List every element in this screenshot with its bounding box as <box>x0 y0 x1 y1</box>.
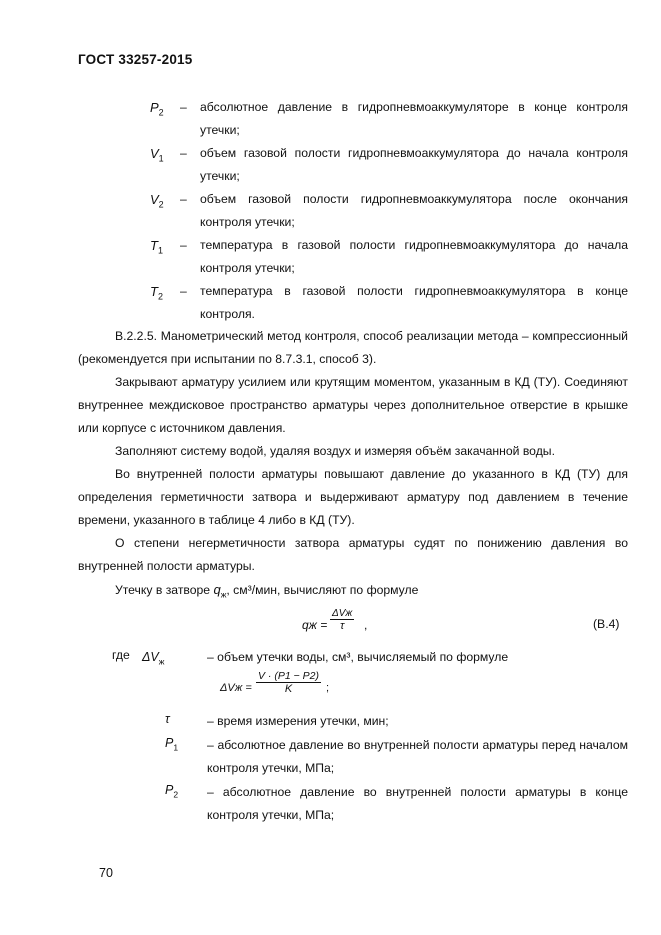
definition-symbol: $V_1$ <box>150 146 164 164</box>
formula-numerator: ΔVж <box>332 608 353 619</box>
where-symbol: $P_2$ <box>165 783 179 800</box>
definition-text: температура в газовой полости гидропневмоаккумулятора до начала контроля утечки; <box>200 238 628 275</box>
definition-item: $T_2$ – температура в газовой полости гидропневмоаккумулятора в конце контроля. <box>150 280 628 326</box>
where-symbol: $\Delta V_ж$ <box>142 650 165 667</box>
document-header: ГОСТ 33257-2015 <box>78 52 193 67</box>
definition-text: объем газовой полости гидропневмоаккумулятора после окончания контроля утечки; <box>200 192 628 229</box>
definition-symbol: $V_2$ <box>150 192 164 210</box>
where-text: – время измерения утечки, мин; <box>207 714 389 728</box>
definition-symbol: $T_2$ <box>150 284 163 302</box>
paragraph: Во внутренней полости арматуры повышают давление до указанного в КД (ТУ) для определения герметичности затвора и выдерживают арматуру под давлением в течение времени, указанного в таблице 4 либо в КД (ТУ). <box>78 467 628 527</box>
formula-fraction <box>330 608 354 632</box>
formula-b4: qж = ΔVж τ , <box>302 608 368 632</box>
where-text: – абсолютное давление во внутренней полости арматуры в конце контроля утечки, МПа; <box>207 785 628 822</box>
definition-symbol: $T_1$ <box>150 238 163 256</box>
definition-item: $T_1$ – температура в газовой полости гидропневмоаккумулятора до начала контроля утечки; <box>150 234 628 280</box>
definition-item: $P_2$ – абсолютное давление в гидропневмоаккумуляторе в конце контроля утечки; <box>150 96 628 142</box>
definition-text: температура в газовой полости гидропневмоаккумулятора в конце контроля. <box>200 284 628 321</box>
page-number: 70 <box>99 866 113 880</box>
sub-formula-fraction <box>256 670 321 695</box>
where-symbol: τ <box>165 712 170 726</box>
sub-formula-denominator: K <box>284 683 293 695</box>
where-label: где <box>112 648 130 662</box>
where-text: – абсолютное давление во внутренней полости арматуры перед началом контроля утечки, МПа; <box>207 738 628 775</box>
definition-symbol: $P_2$ <box>150 100 164 118</box>
definition-item: $V_1$ – объем газовой полости гидропневмоаккумулятора до начала контроля утечки; <box>150 142 628 188</box>
where-symbol: $P_1$ <box>165 736 179 753</box>
sub-formula: ΔVж = $\frac{V \cdot (P1 - P2)}{K}$ ; <box>220 670 330 695</box>
definition-item: $V_2$ – объем газовой полости гидропневмоаккумулятора после окончания контроля утечки; <box>150 188 628 234</box>
formula-lhs: qж = <box>302 618 328 632</box>
equation-number: (В.4) <box>593 617 620 631</box>
sub-formula-numerator: V · (P1 − P2) <box>258 670 319 682</box>
definition-text: объем газовой полости гидропневмоаккумулятора до начала контроля утечки; <box>200 146 628 183</box>
paragraph: О степени негерметичности затвора арматуры судят по понижению давления во внутренней полости арматуры. <box>78 536 628 573</box>
paragraph: Закрывают арматуру усилием или крутящим моментом, указанным в КД (ТУ). Соединяют внутреннее междисковое пространство арматуры через дополнительное отверстие в крышке или корпусе с источником давления. <box>78 375 628 435</box>
where-text: – объем утечки воды, см³, вычисляемый по формуле <box>207 650 509 664</box>
paragraph: Заполняют систему водой, удаляя воздух и измеряя объём закачанной воды. <box>115 444 555 458</box>
definition-text: абсолютное давление в гидропневмоаккумуляторе в конце контроля утечки; <box>200 100 628 137</box>
formula-denominator: τ <box>340 620 345 632</box>
sub-formula-lhs: ΔVж = <box>220 682 252 694</box>
paragraph-section-b225: В.2.2.5. Манометрический метод контроля, способ реализации метода – компрессионный (рекомендуется при испытании по 8.7.3.1, способ 3). <box>78 329 628 366</box>
paragraph-formula-intro: Утечку в затворе $q_ж$, см³/мин, вычисляют по формуле <box>115 582 419 600</box>
definitions-list <box>150 96 628 326</box>
